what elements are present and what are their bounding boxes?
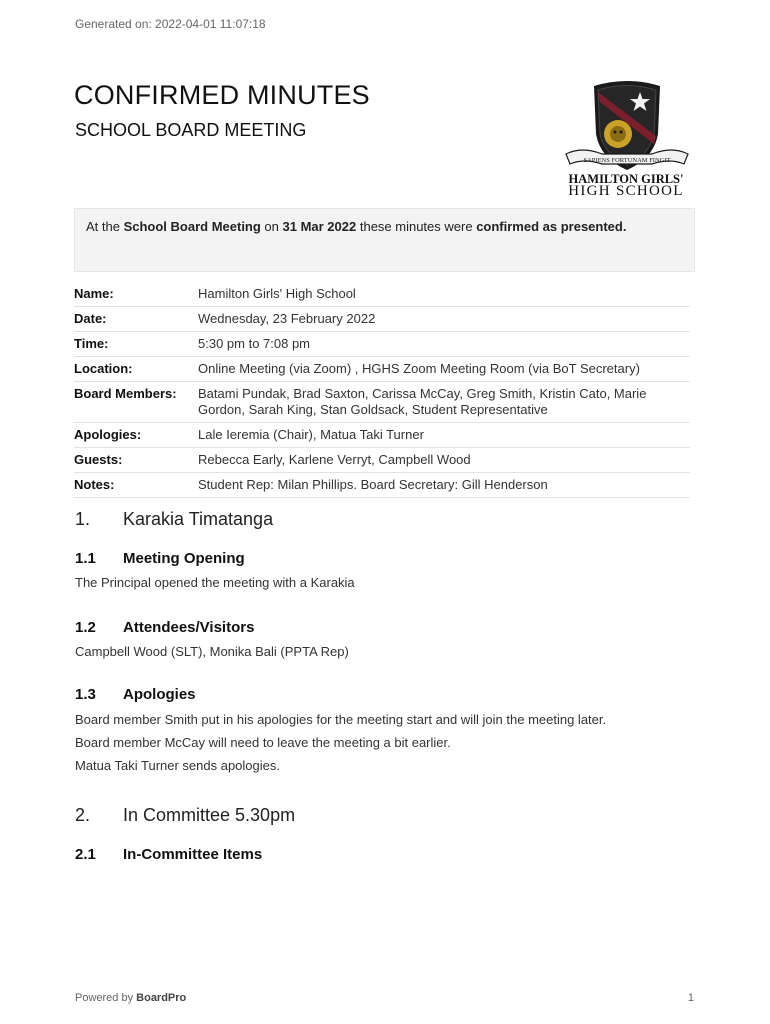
detail-row: Guests: Rebecca Early, Karlene Verryt, Campbell Wood [74, 448, 690, 473]
page-number: 1 [687, 992, 694, 1004]
paragraph: Board member McCay will need to leave the meeting a bit earlier. [75, 735, 451, 750]
detail-row: Apologies: Lale Ieremia (Chair), Matua Taki Turner [74, 423, 690, 448]
paragraph: Matua Taki Turner sends apologies. [75, 758, 280, 773]
section-heading-2: 2. In Committee 5.30pm [75, 805, 296, 825]
paragraph: Campbell Wood (SLT), Monika Bali (PPTA Rep) [75, 644, 349, 659]
detail-row: Date: Wednesday, 23 February 2022 [74, 307, 690, 332]
paragraph: The Principal opened the meeting with a Karakia [75, 575, 355, 590]
subsection-heading-2-1: 2.1 In-Committee Items [75, 846, 263, 863]
section-heading-1: 1. Karakia Timatanga [75, 509, 274, 529]
school-name-line2: HIGH SCHOOL [568, 183, 684, 199]
meeting-details-table [74, 282, 690, 498]
confirmation-text: At the School Board Meeting on 31 Mar 2022 these minutes were confirmed as presented. [86, 219, 627, 234]
detail-row: Notes: Student Rep: Milan Phillips. Board Secretary: Gill Henderson [74, 473, 690, 498]
detail-row: Time: 5:30 pm to 7:08 pm [74, 332, 690, 357]
subsection-heading-1-1: 1.1 Meeting Opening [75, 550, 245, 567]
crest-motto: SAPIENS FORTUNAM FINGIT [583, 157, 671, 164]
footer-powered-by: Powered by BoardPro [75, 992, 187, 1004]
page-title: CONFIRMED MINUTES [74, 80, 370, 110]
school-name-line1: HAMILTON GIRLS' [568, 172, 684, 186]
confirmation-date: 31 Mar 2022 [282, 219, 357, 234]
detail-row: Name: Hamilton Girls' High School [74, 282, 690, 307]
detail-row: Board Members: Batami Pundak, Brad Saxton, Carissa McCay, Greg Smith, Kristin Cato, Marie Gordon, Sarah King, Stan Goldsack, Student Representative [74, 382, 690, 423]
detail-row: Location: Online Meeting (via Zoom) , HGHS Zoom Meeting Room (via BoT Secretary) [74, 357, 690, 382]
generated-timestamp: Generated on: 2022-04-01 11:07:18 [75, 17, 266, 31]
subsection-heading-1-3: 1.3 Apologies [75, 686, 196, 703]
meeting-type: School Board Meeting [123, 219, 261, 234]
paragraph: Board member Smith put in his apologies for the meeting start and will join the meeting later. [75, 712, 607, 727]
page-subtitle: SCHOOL BOARD MEETING [75, 120, 307, 140]
boardpro-brand: BoardPro [136, 992, 187, 1004]
confirmation-status: confirmed as presented. [476, 219, 627, 234]
confirmation-box [74, 208, 695, 272]
subsection-heading-1-2: 1.2 Attendees/Visitors [75, 619, 255, 636]
